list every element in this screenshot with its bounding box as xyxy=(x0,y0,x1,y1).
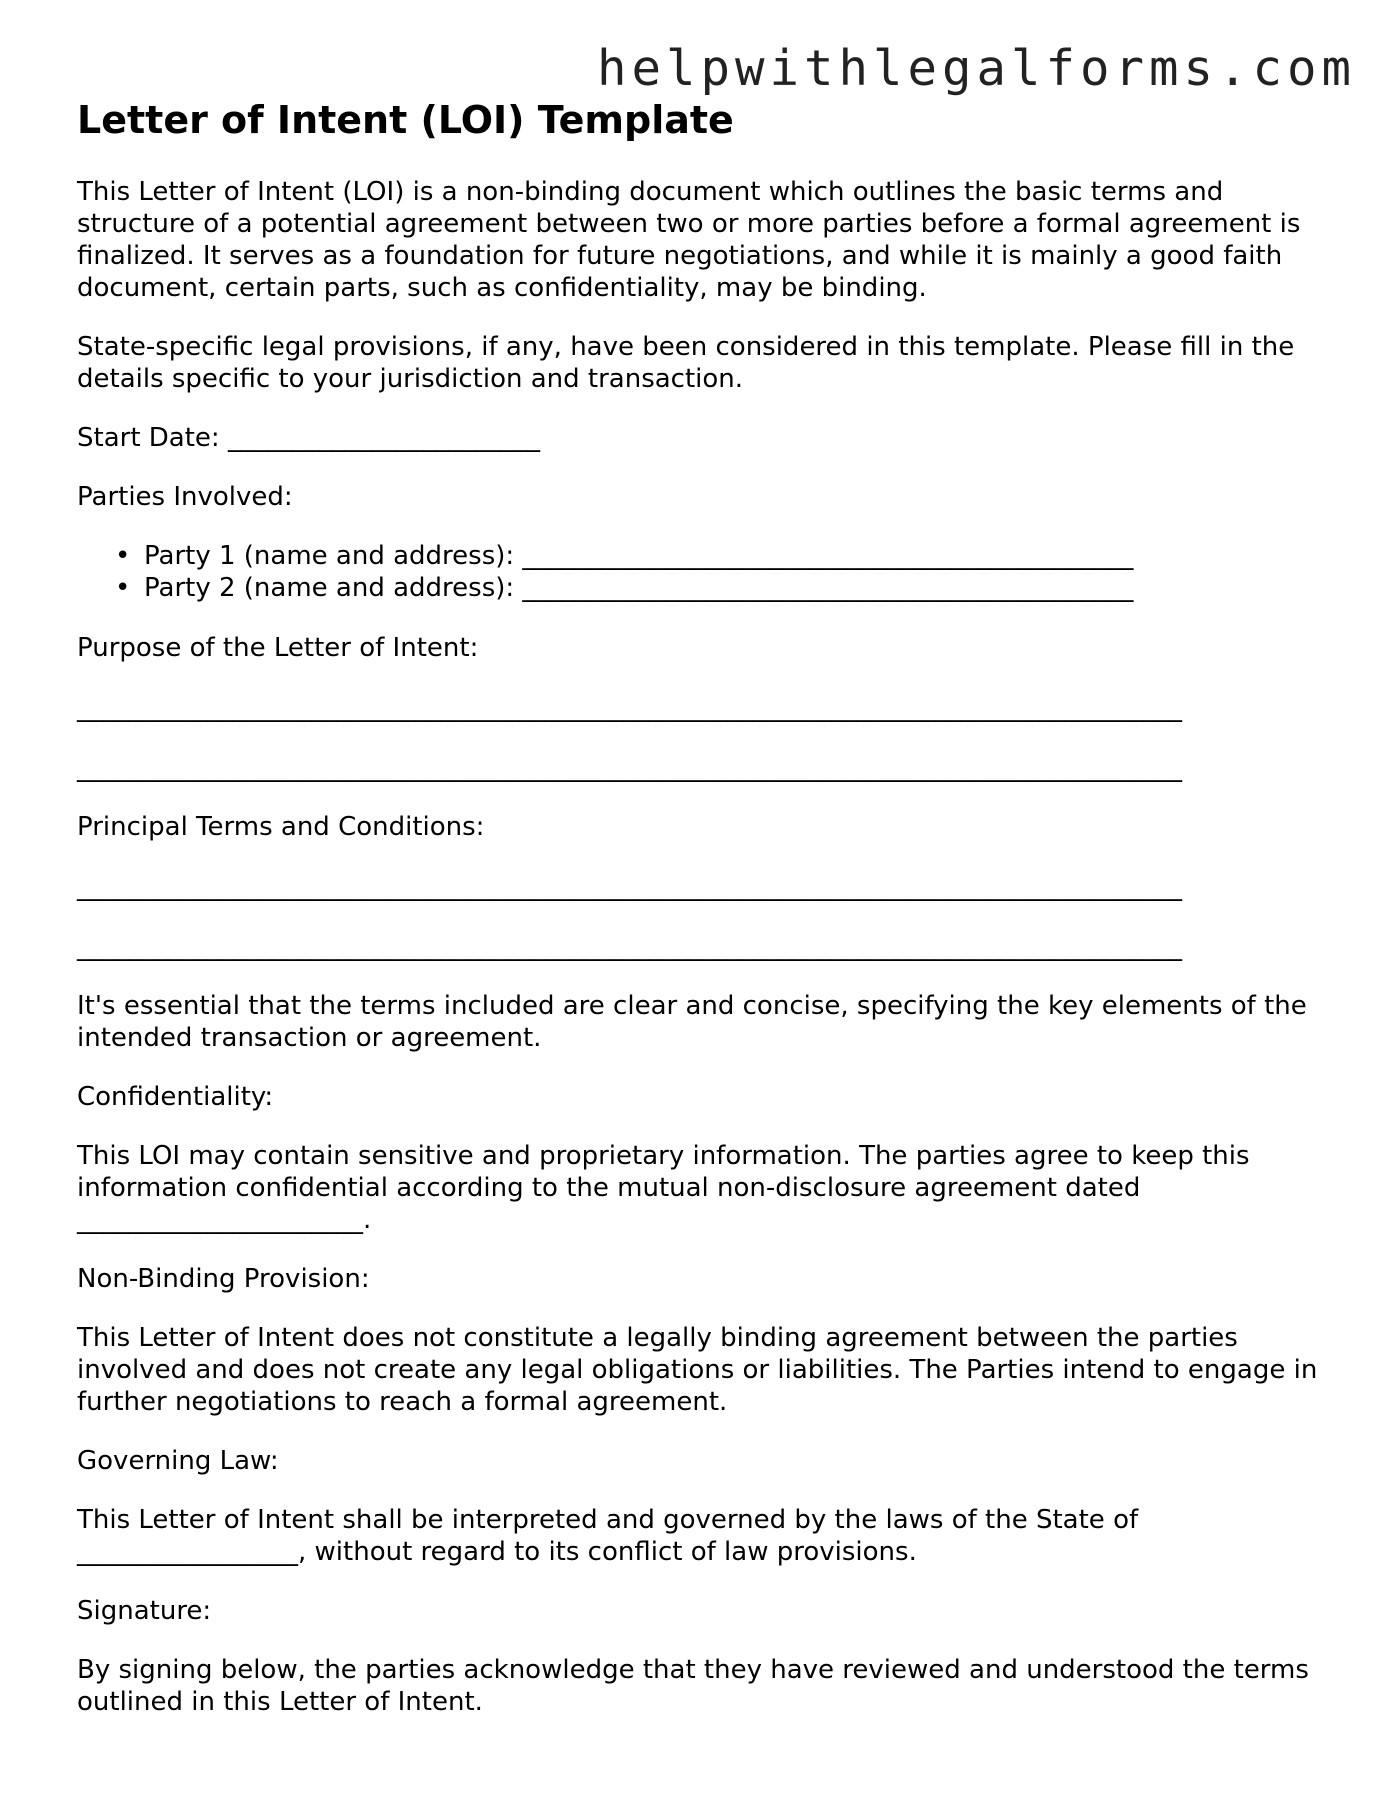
bullet-icon: • xyxy=(115,573,131,603)
document-page xyxy=(77,96,1327,1745)
state-note-paragraph: State-specific legal provisions, if any, have been considered in this template. Please fill in the details specific to your jurisdiction and transaction. xyxy=(77,332,1295,394)
terms-blank-line-1: _____________________________________________________________________________________ xyxy=(77,872,1182,902)
terms-heading: Principal Terms and Conditions: xyxy=(77,812,485,842)
confidentiality-heading: Confidentiality: xyxy=(77,1082,274,1112)
party-1-field: Party 1 (name and address): _______________________________________________ xyxy=(144,541,1134,571)
site-watermark: helpwithlegalforms.com xyxy=(596,40,1356,97)
intro-paragraph: This Letter of Intent (LOI) is a non-binding document which outlines the basic terms and structure of a potential agreement between two or more parties before a formal agreement is finalized. It serves as a foundation for future negotiations, and while it is mainly a good faith document, certain parts, such as confidentiality, may be binding. xyxy=(77,177,1301,303)
terms-blank-line-2: _____________________________________________________________________________________ xyxy=(77,932,1182,962)
confidentiality-paragraph: This LOI may contain sensitive and proprietary information. The parties agree to keep this information confidential according to the mutual non-disclosure agreement dated ______________________. xyxy=(77,1141,1250,1235)
purpose-blank-line-1: _____________________________________________________________________________________ xyxy=(77,693,1182,723)
nonbinding-heading: Non-Binding Provision: xyxy=(77,1264,370,1294)
purpose-heading: Purpose of the Letter of Intent: xyxy=(77,633,479,663)
signature-heading: Signature: xyxy=(77,1596,212,1626)
bullet-icon: • xyxy=(115,541,131,571)
purpose-blank-line-2: _____________________________________________________________________________________ xyxy=(77,753,1182,783)
governing-law-heading: Governing Law: xyxy=(77,1446,279,1476)
parties-list xyxy=(77,540,1327,604)
start-date-field: Start Date: ________________________ xyxy=(77,423,540,453)
nonbinding-paragraph: This Letter of Intent does not constitute a legally binding agreement between the parties involved and does not create any legal obligations or liabilities. The Parties intend to engage in further negotiations to reach a formal agreement. xyxy=(77,1323,1318,1417)
list-item xyxy=(77,572,1327,604)
parties-heading: Parties Involved: xyxy=(77,482,293,512)
list-item xyxy=(77,540,1327,572)
governing-law-paragraph: This Letter of Intent shall be interpreted and governed by the laws of the State of _________________, without regard to its conflict of law provisions. xyxy=(77,1505,1139,1567)
party-2-field: Party 2 (name and address): _______________________________________________ xyxy=(144,573,1134,603)
terms-note-paragraph: It's essential that the terms included are clear and concise, specifying the key elements of the intended transaction or agreement. xyxy=(77,991,1307,1053)
signature-paragraph: By signing below, the parties acknowledge that they have reviewed and understood the terms outlined in this Letter of Intent. xyxy=(77,1655,1309,1717)
document-title: Letter of Intent (LOI) Template xyxy=(77,98,734,142)
